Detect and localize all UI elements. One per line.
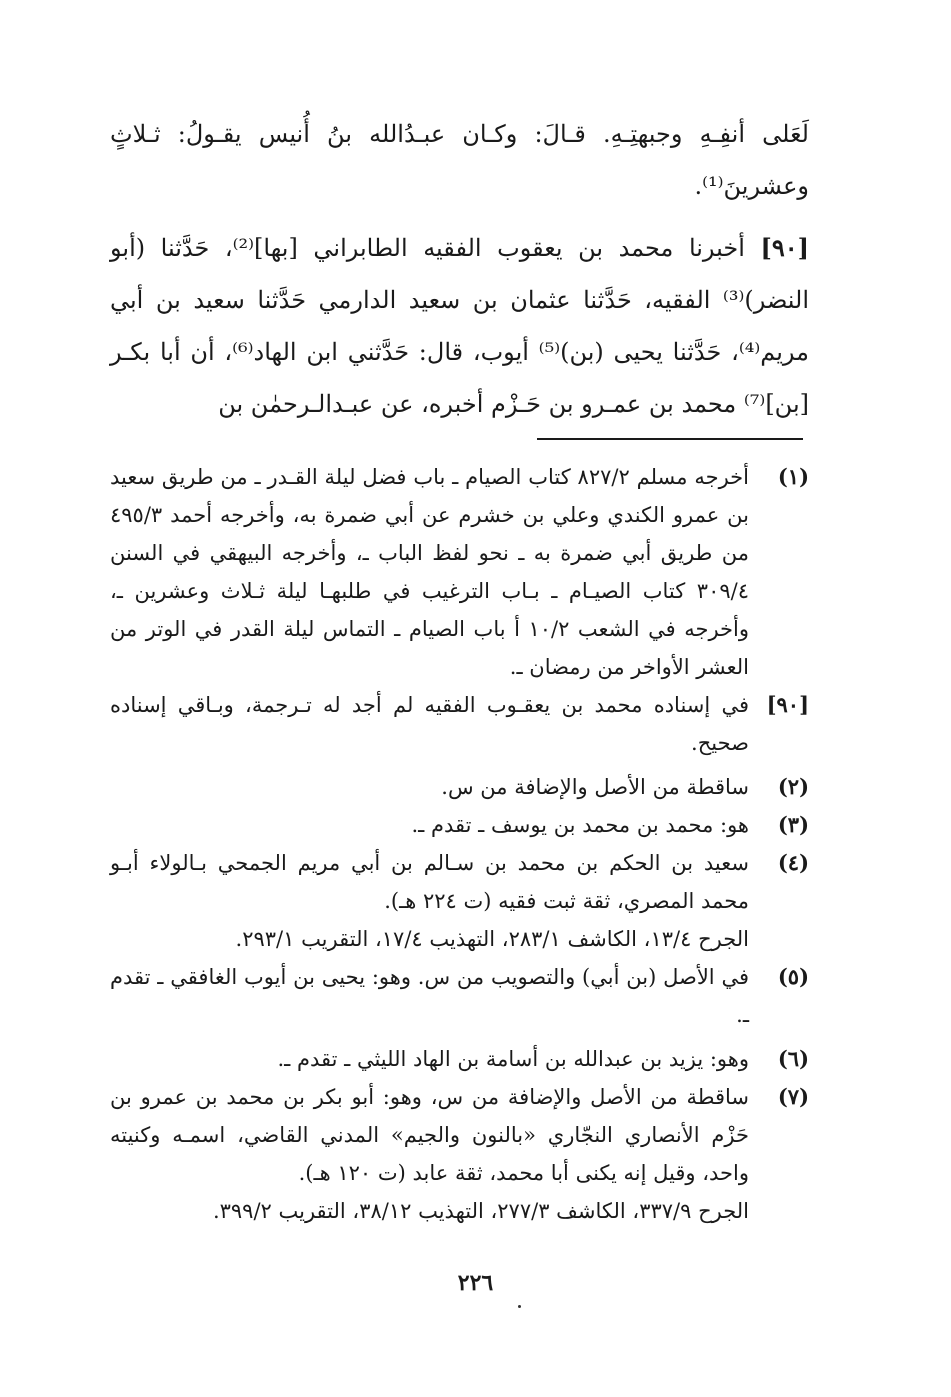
footnote xyxy=(110,844,809,920)
footnote xyxy=(110,958,809,1034)
footnote xyxy=(110,1078,809,1192)
footnote xyxy=(110,686,809,762)
footnote-mark: (٦) xyxy=(777,1046,809,1071)
footnote-text: ساقطة من الأصل والإضافة من س. xyxy=(441,775,749,799)
main-text xyxy=(110,108,809,430)
main-paragraph-2 xyxy=(110,222,809,430)
footnote xyxy=(110,1040,809,1078)
footnote-mark: (٢) xyxy=(777,774,809,799)
footnote-text: سعيد بن الحكم بن محمد بن سـالم بن أبي مريم الجمحي بـالولاء أبـو محمد المصري، ثقة ثبت فقيه (ت ٢٢٤ هـ). xyxy=(110,851,749,913)
footnote-text: في الأصل (بن أبي) والتصويب من س. وهو: يحيى بن أيوب الغافقي ـ تقدم ـ. xyxy=(110,965,749,1027)
page-number: ٢٢٦ xyxy=(457,1270,494,1296)
footnote-mark: (٧) xyxy=(777,1084,809,1109)
hadith-number: [٩٠] xyxy=(760,233,809,262)
footnote xyxy=(110,768,809,806)
footnote-text: هو: محمد بن محمد بن يوسف ـ تقدم ـ. xyxy=(411,813,749,837)
footnote-mark: [٩٠] xyxy=(766,692,809,717)
footnote-mark: (٣) xyxy=(777,812,809,837)
footnote-mark: (٤) xyxy=(777,850,809,875)
footnote-references: الجرح ١٣/٤، الكاشف ٢٨٣/١، التهذيب ١٧/٤، التقريب ٢٩٣/١. xyxy=(235,927,749,951)
footnote xyxy=(110,458,809,686)
footnote-mark: (١) xyxy=(777,464,809,489)
footnote-mark: (٥) xyxy=(777,964,809,989)
footnote-text: وهو: يزيد بن عبدالله بن أسامة بن الهاد الليثي ـ تقدم ـ. xyxy=(277,1047,749,1071)
footnotes xyxy=(110,458,809,1230)
footnote-references: الجرح ٣٣٧/٩، الكاشف ٢٧٧/٣، التهذيب ٣٨/١٢، التقريب ٣٩٩/٢. xyxy=(212,1199,749,1223)
print-speck xyxy=(518,1305,521,1308)
footnote-text: أخرجه مسلم ٨٢٧/٢ كتاب الصيام ـ باب فضل ليلة القـدر ـ من طريق سعيد بن عمرو الكندي وعلي بن خشرم عن أبي ضمرة به، وأخرجه أحمد ٤٩٥/٣ من طريق أبي ضمرة به ـ نحو لفظ الباب ـ، وأخرجه البيهقي في السنن ٣٠٩/٤ كتاب الصيـام ـ بـاب الترغيب في طلبهـا ليلة ثـلاث وعشرين ـ، وأخرجه في الشعب ١٠/٢ أ باب الصيام ـ التماس ليلة القدر في الوتر من العشر الأواخر من رمضان ـ. xyxy=(110,465,749,679)
footnote-text: في إسناده محمد بن يعقـوب الفقيه لم أجد له تـرجمة، وبـاقي إسناده صحيح. xyxy=(110,693,749,755)
hadith-text: أخبرنا محمد بن يعقوب الفقيه الطابراني [بها]⁽²⁾، حَدَّثنا (أبو النضر)⁽³⁾ الفقيه، حَدَّثنا عثمان بن سعيد الدارمي حَدَّثنا سعيد بن أبي مريم⁽⁴⁾، حَدَّثنا يحيى (بن)⁽⁵⁾ أيوب، قال: حَدَّثني ابن الهاد⁽⁶⁾، أن أبا بكـر [بن]⁽⁷⁾ محمد بن عمـرو بن حَـزْم أخبره، عن عبـدالـرحمٰن بن xyxy=(110,234,810,418)
footnote xyxy=(110,806,809,844)
footnote-divider xyxy=(537,438,803,440)
footnote-text: ساقطة من الأصل والإضافة من س، وهو: أبو بكر بن محمد بن عمرو بن حَزْم الأنصاري النجّاري «بالنون والجيم» المدني القاضي، اسمـه وكنيته واحد، وقيل إنه يكنى أبا محمد، ثقة عابد (ت ١٢٠ هـ). xyxy=(110,1085,749,1185)
main-paragraph-1: لَعَلى أنفِـهِ وجبهتِـهِ. قـالَ: وكـان عبـدُالله بنُ أُنيس يقـولُ: ثـلاثٍ وعشرينَ⁽¹⁾. xyxy=(110,120,809,200)
